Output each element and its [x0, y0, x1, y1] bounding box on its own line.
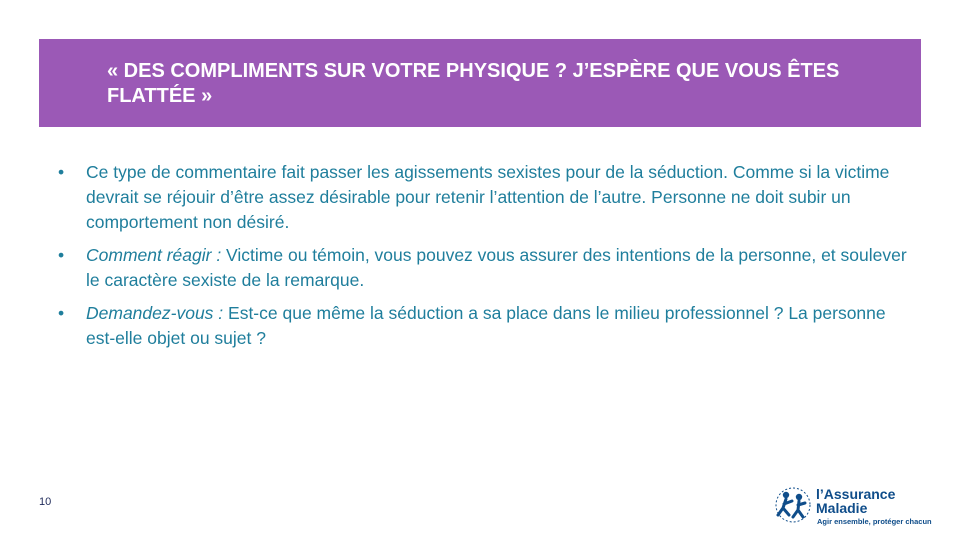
- bullet-lead: Comment réagir :: [86, 245, 222, 265]
- bullet-text: [86, 243, 908, 293]
- bullet-item: [58, 301, 908, 351]
- bullet-body: Victime ou témoin, vous pouvez vous assurer des intentions de la personne, et soulever le caractère sexiste de la remarque.: [86, 245, 907, 290]
- bullet-item: [58, 160, 908, 235]
- bullet-text: [86, 160, 908, 235]
- bullet-body: Ce type de commentaire fait passer les agissements sexistes pour de la séduction. Comme si la victime devrait se réjouir d’être assez désirable pour retenir l’attention de l’autre. Personne ne doit subir un comportement non désiré.: [86, 162, 890, 232]
- bullet-body: Est-ce que même la séduction a sa place dans le milieu professionnel ? La personne est-elle objet ou sujet ?: [86, 303, 886, 348]
- bullet-list: [58, 160, 908, 359]
- bullet-marker: •: [58, 303, 65, 323]
- assurance-maladie-logo: [772, 482, 932, 528]
- bullet-text: [86, 301, 908, 351]
- bullet-marker: •: [58, 245, 65, 265]
- slide-title: « DES COMPLIMENTS SUR VOTRE PHYSIQUE ? J’ESPÈRE QUE VOUS ÊTES FLATTÉE »: [107, 60, 840, 107]
- bullet-marker: •: [58, 162, 65, 182]
- logo-tagline: Agir ensemble, protéger chacun: [817, 517, 932, 526]
- bullet-lead: Demandez-vous :: [86, 303, 224, 323]
- assurance-maladie-logo-icon: [772, 484, 814, 524]
- logo-name-line2: Maladie: [816, 500, 868, 516]
- logo-name-line1: l’Assurance: [816, 486, 896, 502]
- bullet-item: [58, 243, 908, 293]
- page-number: 10: [39, 496, 52, 508]
- logo-name: [816, 487, 895, 515]
